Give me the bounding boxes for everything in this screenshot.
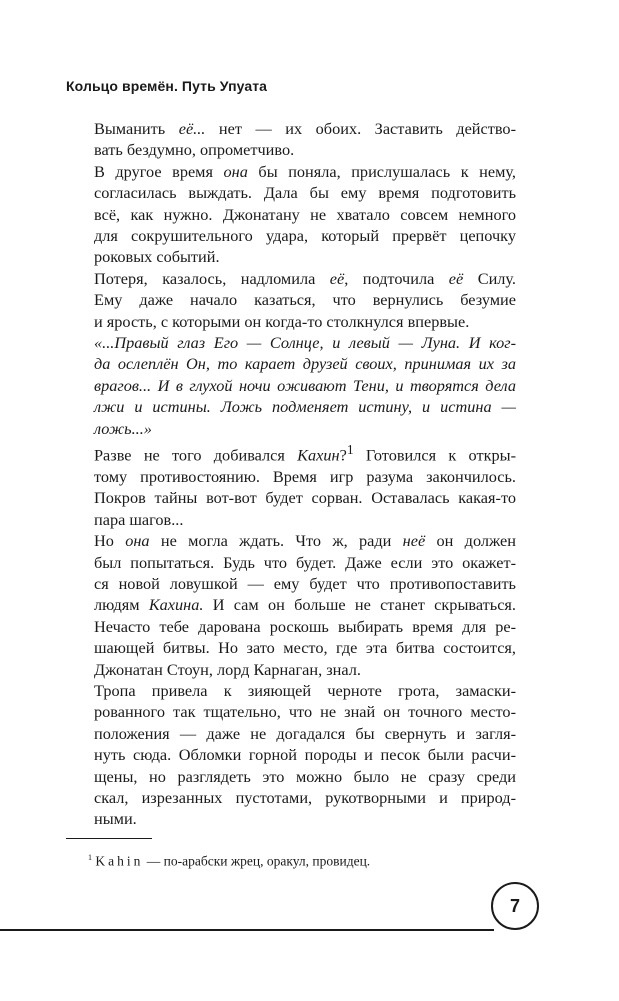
text-line: В другое время она бы поняла, прислушалась к нему, — [94, 161, 516, 181]
footnote — [88, 849, 370, 870]
text-line: Выманить её... нет — их обоих. Заставить действо- — [94, 119, 516, 138]
text-line: для сокрушительного удара, который прервёт цепочку — [94, 226, 516, 246]
text-line: ся новой ловушкой — ему будет что противопоставить — [94, 573, 516, 593]
text-line: рованного так тщательно, что не знай он точного место- — [94, 702, 516, 722]
running-head: Кольцо времён. Путь Упуата — [66, 78, 268, 94]
text-line: нуть сюда. Обломки горной породы и песок были расчи- — [94, 745, 516, 765]
text-line: тому противостоянию. Время игр разума закончилось. — [94, 466, 516, 486]
text-line: щены, но разглядеть это можно было не сразу среди — [94, 766, 516, 786]
footnote-rule — [66, 838, 152, 839]
text-line: согласилась выждать. Дала бы ему время подготовить — [94, 183, 516, 203]
text-line: был попытаться. Будь что будет. Даже если это окажет- — [94, 552, 516, 572]
text-line: и ярость, с которыми он когда-то столкнулся впервые. — [94, 311, 470, 331]
paragraph-1 — [66, 118, 516, 161]
text-line: людям Кахина. И сам он больше не станет скрываться. — [94, 595, 516, 615]
text-line: роковых событий. — [94, 247, 220, 267]
bottom-rule — [0, 929, 494, 931]
text-line: Но она не могла ждать. Что ж, ради неё он должен — [94, 531, 516, 551]
footnote-text: — по-арабски жрец, оракул, провидец. — [143, 853, 371, 869]
text-line: вать бездумно, опрометчиво. — [94, 140, 295, 160]
text-line: ложь...» — [94, 418, 152, 438]
text-line: всё, как нужно. Джонатану не хватало совсем немного — [94, 204, 516, 224]
text-line: Ему даже начало казаться, что вернулись безумие — [94, 290, 516, 310]
paragraph-5 — [66, 439, 516, 530]
paragraph-6 — [66, 530, 516, 680]
text-line: ными. — [94, 809, 137, 829]
quote-paragraph — [66, 332, 516, 439]
footnote-marker: 1 — [346, 442, 354, 458]
body-text — [66, 118, 516, 830]
text-line: шающей битвы. Но зато место, где эта битва состоится, — [94, 638, 516, 658]
text-line: скал, изрезанных пустотами, рукотворными и природ- — [94, 788, 516, 808]
text-line: Потеря, казалось, надломила её, подточила её Силу. — [94, 268, 516, 288]
text-line: лжи и истины. Ложь подменяет истину, и истина — — [94, 397, 516, 417]
page-number-badge — [491, 882, 539, 930]
text-line: Покров тайны вот-вот будет сорван. Оставалась какая-то — [94, 488, 516, 508]
text-line: Тропа привела к зияющей черноте грота, замаски- — [94, 680, 516, 700]
text-line: пара шагов... — [94, 509, 184, 529]
text-line: Нечасто тебе дарована роскошь выбирать время для ре- — [94, 616, 516, 636]
text-line: Разве не того добивался Кахин?$^1$ Готовился к откры- — [94, 442, 517, 465]
text-line: да ослеплён Он, то карает друзей своих, принимая их за — [94, 354, 516, 374]
page-number: 7 — [509, 895, 520, 916]
text-line: положения — даже не догадался бы свернуть и загля- — [94, 723, 516, 743]
paragraph-2 — [66, 161, 516, 268]
footnote-term: Kahin — [95, 853, 144, 869]
text-line: «...Правый глаз Его — Солнце, и левый — Луна. И ког- — [94, 333, 516, 353]
paragraph-3 — [66, 268, 516, 332]
text-line: врагов... И в глухой ночи оживают Тени, и творятся дела — [94, 375, 516, 395]
footnote-number: 1 — [88, 853, 92, 862]
paragraph-7 — [66, 680, 516, 830]
text-line: Джонатан Стоун, лорд Карнаган, знал. — [94, 659, 361, 679]
